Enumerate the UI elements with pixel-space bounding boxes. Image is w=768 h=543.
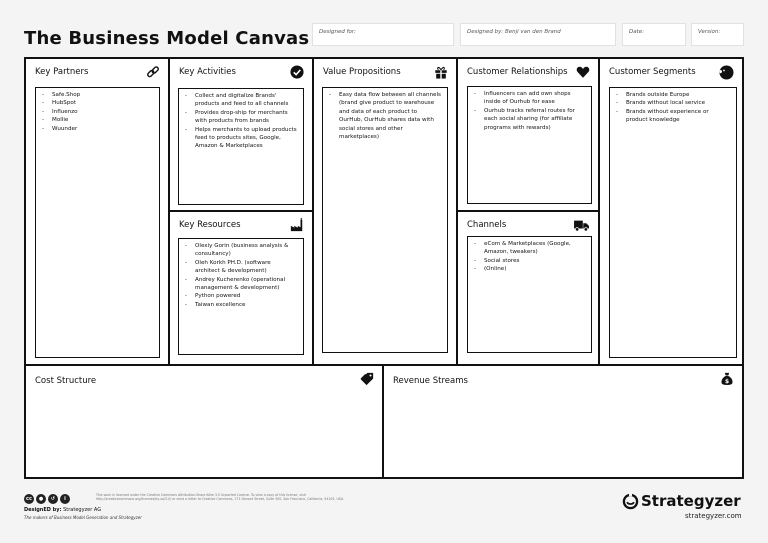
key-partners-cell: [26, 59, 170, 364]
list-item: - HubSpot: [42, 100, 77, 107]
by-icon: ●: [36, 494, 46, 504]
link-icon: [146, 65, 160, 79]
face-icon: [718, 64, 734, 80]
channels-heading: Channels: [467, 220, 507, 230]
truck-icon: [573, 218, 590, 232]
info-icon: i: [60, 494, 70, 504]
key-partners-note[interactable]: [35, 87, 160, 358]
key-activities-cell: [170, 59, 314, 212]
revenue-streams-cell: [384, 364, 742, 477]
page-title: The Business Model Canvas: [24, 28, 310, 49]
designed-by-value: Strategyzer AG: [63, 507, 102, 513]
money-bag-icon: [720, 372, 734, 386]
list-item: - Oleh Korkh PH.D. (software architect & development): [185, 259, 271, 275]
customer-segments-note[interactable]: [609, 87, 737, 358]
list-item: - Brands without experience or product knowledge: [616, 108, 709, 124]
list-item: - Influencers can add own shops inside of Ourhub for ease: [474, 91, 571, 106]
gift-icon: [434, 65, 448, 79]
designed-for-field[interactable]: Designed for:: [312, 23, 454, 46]
svg-text:$: $: [724, 378, 730, 386]
designed-by-credit: [24, 507, 101, 513]
list-item: - Social stores: [474, 257, 520, 264]
heart-icon: [576, 65, 590, 79]
customer-segments-heading: Customer Segments: [609, 67, 696, 77]
brand-url[interactable]: strategyzer.com: [685, 512, 742, 520]
key-resources-cell: [170, 212, 314, 364]
cc-icon: cc: [24, 494, 34, 504]
customer-relationships-heading: Customer Relationships: [467, 67, 568, 77]
list-item: - Ourhub tracks referral routes for each social sharing (for affiliate programs with rewards): [474, 107, 575, 131]
creative-commons-badges: [24, 494, 70, 504]
strategyzer-smile-icon: [622, 493, 639, 510]
key-partners-heading: Key Partners: [35, 67, 89, 77]
list-item: - Wuunder: [42, 125, 78, 132]
cost-structure-cell: [26, 364, 384, 477]
list-item: - Olexiy Gorin (business analysis & consultancy): [185, 243, 289, 258]
cost-structure-heading: Cost Structure: [35, 376, 97, 386]
list-item: - Mollie: [42, 117, 69, 124]
channels-cell: [458, 212, 600, 364]
list-item: - Python powered: [185, 293, 241, 300]
key-activities-note[interactable]: [178, 88, 304, 205]
key-resources-heading: Key Resources: [179, 220, 241, 230]
list-item: - Brands outside Europe: [616, 92, 690, 98]
list-item: - Easy data flow between all channels (brand give product to warehouse and data of each product to OurHub, OurHub shares data with social stores and other marketplaces): [329, 92, 441, 140]
license-text: This work is licensed under the Creative Commons Attribution-Share Alike 3.0 Unported License. To view a copy of this license, visit http://creativecommons.org/licenses/by-sa/3.0/ or send a letter to Creative Commons, 171 Second Street, Suite 300, San Francisco, California, 94105, USA.: [96, 493, 345, 502]
list-item: - (Online): [474, 266, 507, 273]
list-item: - Influenzo: [42, 108, 78, 115]
price-tag-icon: [360, 372, 374, 386]
sa-icon: ↺: [48, 494, 58, 504]
value-propositions-note[interactable]: [322, 87, 448, 353]
check-circle-icon: [290, 65, 304, 79]
list-item: - Collect and digitalize Brands' products and feed to all channels: [185, 93, 289, 108]
customer-relationships-cell: [458, 59, 600, 212]
list-item: - Helps merchants to upload products feed to products sites, Google, Amazon & Marketplaces: [185, 126, 297, 150]
list-item: - Provides drop-ship for merchants with products from brands: [185, 109, 288, 125]
channels-note[interactable]: [467, 236, 592, 353]
business-model-canvas: [24, 57, 744, 479]
value-propositions-cell: [314, 59, 458, 364]
strategyzer-logo: [622, 492, 741, 510]
revenue-streams-heading: Revenue Streams: [393, 376, 468, 386]
date-field[interactable]: Date:: [622, 23, 686, 46]
key-activities-heading: Key Activities: [179, 67, 236, 77]
factory-icon: [290, 218, 304, 232]
brand-name: Strategyzer: [641, 492, 741, 510]
key-resources-note[interactable]: [178, 238, 304, 355]
customer-segments-cell: [600, 59, 742, 364]
customer-relationships-note[interactable]: [467, 86, 592, 204]
value-propositions-heading: Value Propositions: [323, 67, 401, 77]
makers-text: The makers of Business Model Generation and Strategyzer: [24, 515, 142, 520]
version-field[interactable]: Version:: [691, 23, 744, 46]
list-item: - Safe.Shop: [42, 92, 81, 98]
list-item: - eCom & Marketplaces (Google, Amazon, tweakers): [474, 241, 571, 256]
designed-by-field[interactable]: Designed by: Benji van den Brand: [460, 23, 616, 46]
designed-by-label: DesignED by:: [24, 507, 62, 513]
list-item: - Andrey Kucherenko (operational management & development): [185, 276, 286, 291]
list-item: - Brands without local service: [616, 100, 706, 107]
list-item: - Taiwan excellence: [185, 301, 246, 308]
